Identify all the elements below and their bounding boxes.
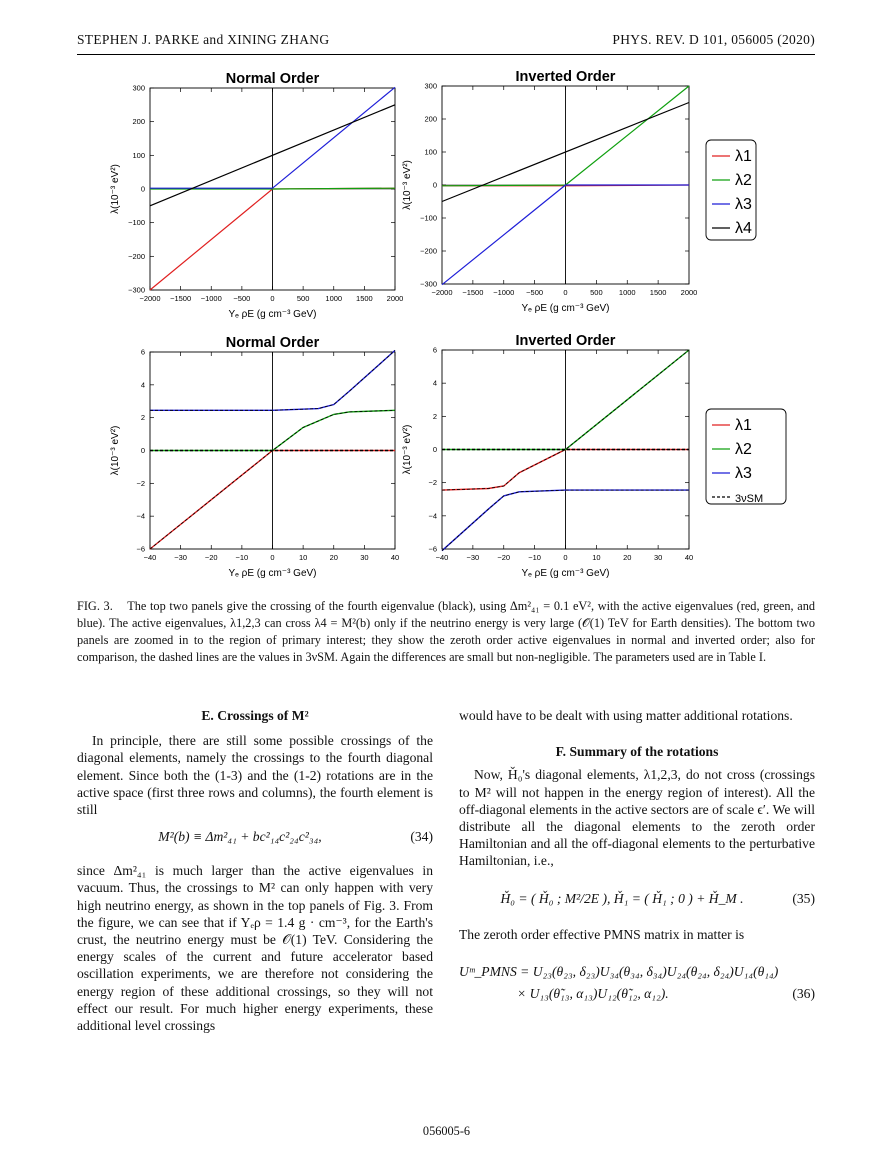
- y-tick-label: 0: [140, 184, 145, 194]
- chart-title: Inverted Order: [515, 333, 616, 349]
- x-tick-label: 1000: [325, 294, 343, 303]
- x-tick-label: −500: [526, 288, 544, 297]
- y-tick-label: −200: [420, 246, 437, 256]
- y-axis-label: λ(10⁻³ eV²): [402, 160, 413, 210]
- y-tick-label: 100: [132, 150, 145, 160]
- y-tick-label: −4: [136, 511, 145, 521]
- legend-label: λ2: [735, 172, 752, 189]
- right-column: [459, 707, 815, 1007]
- legend-label: λ1: [735, 417, 752, 434]
- x-tick-label: −1000: [493, 288, 515, 297]
- y-tick-label: 0: [140, 446, 145, 455]
- equation-number: (35): [792, 890, 815, 906]
- paragraph: The zeroth order effective PMNS matrix in matter is: [459, 926, 745, 942]
- y-tick-label: 2: [432, 411, 437, 421]
- x-tick-label: 40: [684, 553, 694, 562]
- x-tick-label: −1500: [462, 288, 484, 297]
- x-tick-label: −10: [528, 553, 541, 562]
- paragraph: In principle, there are still some possible crossings of the diagonal elements, namely the crossings to the fourth diagonal element. Since both the (1-3) and the (1-2) rotations are in the active space (first three rows and columns), the fourth element is still: [77, 733, 433, 818]
- x-axis-label: Yₑ ρE (g cm⁻³ GeV): [228, 309, 317, 320]
- figure-caption: [77, 598, 815, 666]
- x-tick-label: 1500: [649, 288, 667, 297]
- legend-label: λ3: [735, 465, 752, 482]
- y-tick-label: 2: [140, 413, 145, 423]
- chart-title: Normal Order: [225, 71, 320, 87]
- x-tick-label: −500: [233, 294, 251, 303]
- y-tick-label: 4: [140, 380, 145, 390]
- left-column: [77, 707, 433, 1034]
- equation-body: Ȟ₀ = ( Ȟ₀ ; M²/2E ), Ȟ₁ = ( Ȟ₁ ; 0 ) + Ȟ_M .: [500, 890, 744, 906]
- y-tick-label: −100: [420, 213, 437, 223]
- legend-label: λ2: [735, 441, 752, 458]
- y-tick-label: −200: [128, 251, 145, 261]
- y-tick-label: 0: [432, 445, 437, 454]
- y-tick-label: 300: [132, 83, 145, 93]
- legend-top: [706, 140, 756, 240]
- x-tick-label: 1500: [356, 294, 373, 303]
- x-tick-label: −20: [497, 553, 511, 562]
- x-tick-label: 500: [590, 288, 603, 297]
- legend-label: λ3: [735, 196, 752, 213]
- x-tick-label: −20: [204, 553, 218, 562]
- y-tick-label: 6: [432, 345, 437, 355]
- legend-label: λ4: [735, 220, 752, 237]
- chart-panel-3: [110, 335, 399, 579]
- equation-line: Uᵐ_PMNS = U₂₃(θ₂₃, δ₂₃)U₃₄(θ₃₄, δ₃₄)U₂₄(θ₂₄, δ₂₄)U₁₄(θ₁₄): [459, 963, 779, 979]
- x-tick-label: 0: [270, 553, 275, 562]
- running-header-journal: PHYS. REV. D 101, 056005 (2020): [612, 32, 815, 47]
- chart-panel-2: [402, 69, 697, 314]
- x-tick-label: −2000: [431, 288, 453, 297]
- y-tick-label: 200: [424, 114, 437, 124]
- x-tick-label: 40: [390, 553, 400, 562]
- y-tick-label: 100: [424, 147, 437, 157]
- y-tick-label: 0: [432, 180, 437, 190]
- y-tick-label: 300: [424, 81, 437, 91]
- y-axis-label: λ(10⁻³ eV²): [110, 164, 121, 214]
- y-tick-label: −300: [420, 279, 437, 289]
- x-tick-label: 30: [360, 553, 369, 562]
- y-tick-label: −6: [428, 544, 437, 554]
- x-axis-label: Yₑ ρE (g cm⁻³ GeV): [228, 568, 317, 579]
- section-title-f: F. Summary of the rotations: [555, 744, 719, 760]
- chart-title: Normal Order: [225, 335, 320, 351]
- equation-number: (36): [792, 985, 815, 1001]
- paragraph: Now, Ȟ₀'s diagonal elements, λ1,2,3, do not cross (crossings to M² will not happen in the energy region of interest). All the off-diagonal elements in the active sectors are of scale ϵ′. We will distribute all the diagonal elements to the zeroth order Hamiltonian and all the off-diagonal elements to the perturbative Hamiltonian, i.e.,: [459, 767, 815, 869]
- caption-text: The top two panels give the crossing of the fourth eigenvalue (black), using Δm²₄₁ = 0.1 eV², with the active eigenvalues (red, green, and blue). The active eigenvalues, λ1,2,3 can cross λ4 = M²(b) only if the neutrino energy is very large (𝒪(1) TeV for Earth densities). The bottom two panels are zoomed in to the region of primary interest; they show the zeroth order active eigenvalues in normal and inverted order; also for comparison, the dashed lines are the values in 3νSM. Again the differences are small but non-negligible. The parameters used are in Table I.: [77, 599, 816, 664]
- equation-34: [77, 818, 433, 858]
- chart-panel-1: [110, 71, 403, 320]
- x-tick-label: 10: [298, 553, 308, 562]
- chart-title: Inverted Order: [515, 69, 616, 85]
- y-tick-label: −100: [128, 218, 145, 228]
- x-tick-label: 500: [296, 294, 310, 303]
- section-title-e: E. Crossings of M²: [201, 708, 309, 723]
- x-axis-label: Yₑ ρE (g cm⁻³ GeV): [521, 568, 610, 579]
- paragraph: would have to be dealt with using matter additional rotations.: [459, 708, 793, 723]
- y-tick-label: −300: [128, 285, 145, 295]
- legend-label: λ1: [735, 148, 752, 165]
- x-tick-label: −40: [143, 553, 157, 562]
- legend-bottom: [706, 409, 786, 505]
- x-tick-label: 2000: [680, 288, 698, 297]
- x-tick-label: −1000: [200, 294, 222, 303]
- x-tick-label: 0: [563, 553, 568, 562]
- x-tick-label: −40: [435, 553, 449, 562]
- caption-label: FIG. 3.: [77, 599, 113, 613]
- x-tick-label: −30: [174, 553, 187, 562]
- x-tick-label: 30: [653, 553, 663, 562]
- x-tick-label: 0: [270, 294, 275, 303]
- legend-label: 3νSM: [735, 493, 764, 505]
- x-tick-label: −1500: [170, 294, 192, 303]
- y-tick-label: −4: [428, 511, 437, 521]
- chart-panel-4: [402, 333, 693, 579]
- equation-line: × U₁₃(θ̃₁₃, α₁₃)U₁₂(θ̃₁₂, α₁₂).: [517, 985, 669, 1001]
- x-tick-label: −30: [466, 553, 480, 562]
- y-tick-label: −2: [136, 478, 145, 488]
- page-number: 056005-6: [422, 1124, 471, 1138]
- figure-3: [0, 60, 893, 590]
- y-tick-label: 200: [132, 117, 145, 127]
- x-tick-label: 1000: [618, 288, 636, 297]
- x-tick-label: 20: [623, 553, 632, 562]
- x-tick-label: 2000: [386, 294, 404, 303]
- header-rule: [77, 54, 815, 55]
- y-tick-label: −2: [428, 478, 437, 488]
- equation-body: M²(b) ≡ Δm²₄₁ + bc²₁₄c²₂₄c²₃₄,: [158, 829, 322, 845]
- paragraph: since Δm²₄₁ is much larger than the active eigenvalues in vacuum. Thus, the crossings to M² can only happen with very high neutrino energy, as shown in the top panels of Fig. 3. From the figure, we can see that if Yₑρ = 1.4 g · cm⁻³, for the Earth's crust, the neutrino energy must be 𝒪(1) TeV. Considering the energy scales of the current and future accelerator based oscillation experiments, we are therefore not considering the energy region of these additional crossings, so they will not effect our result. For much higher energy experiments, these additional level crossings: [77, 863, 433, 1034]
- x-tick-label: −2000: [139, 294, 161, 303]
- x-tick-label: 20: [329, 553, 338, 562]
- y-tick-label: −6: [136, 544, 145, 554]
- x-tick-label: −10: [235, 553, 249, 562]
- x-axis-label: Yₑ ρE (g cm⁻³ GeV): [521, 303, 610, 314]
- equation-number: (34): [410, 829, 433, 845]
- y-axis-label: λ(10⁻³ eV²): [110, 425, 121, 476]
- y-tick-label: 4: [432, 378, 437, 388]
- y-tick-label: 6: [140, 347, 145, 357]
- equation-35: [459, 870, 815, 926]
- x-tick-label: 0: [563, 288, 568, 297]
- y-axis-label: λ(10⁻³ eV²): [402, 424, 413, 475]
- x-tick-label: 10: [592, 553, 601, 562]
- running-header-authors: STEPHEN J. PARKE and XINING ZHANG: [77, 32, 330, 47]
- equation-36: [459, 963, 815, 1007]
